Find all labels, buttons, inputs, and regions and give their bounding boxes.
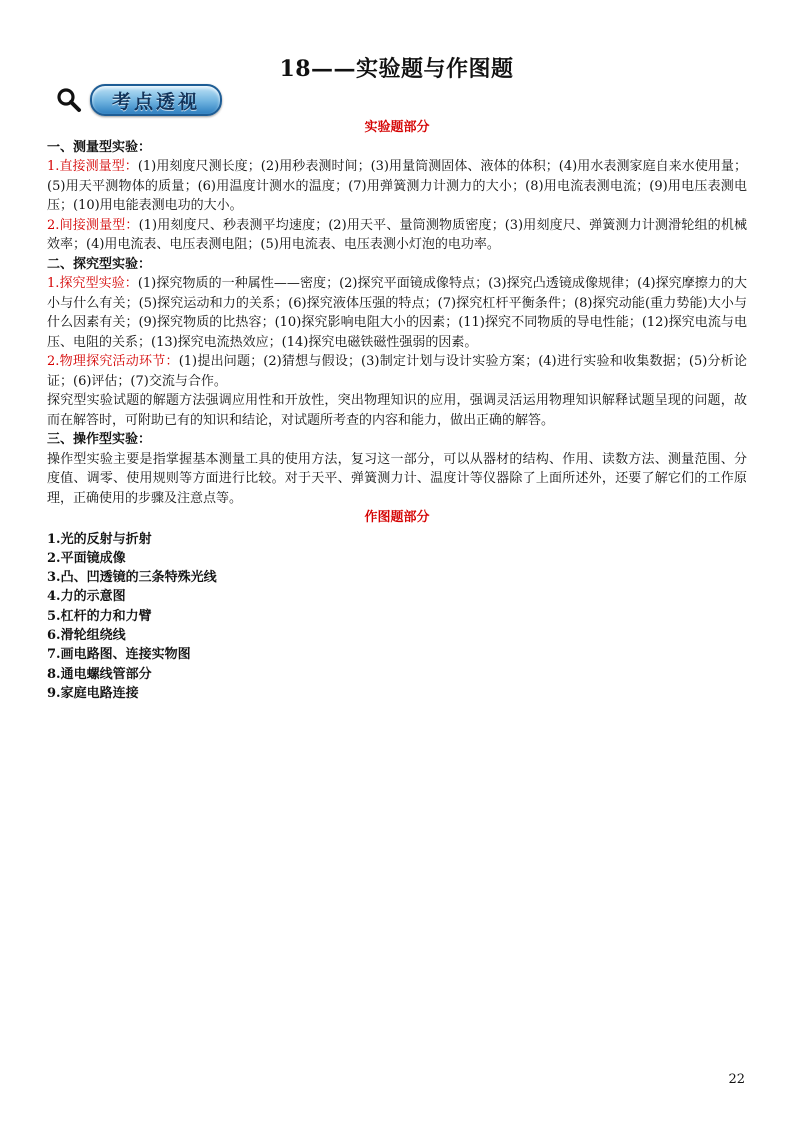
- paragraph-explore-experiments: [47, 274, 747, 352]
- section-heading-measure: 一、测量型实验：: [47, 139, 152, 155]
- page-title: 18——实验题与作图题: [279, 56, 514, 82]
- item-label: 1.探究型实验：: [47, 276, 138, 291]
- main-content: [47, 118, 747, 703]
- paragraph-indirect-measure: [47, 216, 747, 255]
- list-item: 7.画电路图、连接实物图: [47, 647, 191, 663]
- drawing-heading: 作图题部分: [364, 510, 430, 525]
- item-label: 2.物理探究活动环节：: [47, 354, 179, 369]
- list-item: 8.通电螺线管部分: [47, 666, 152, 682]
- paragraph-direct-measure: [47, 157, 747, 216]
- item-label: 2.间接测量型：: [47, 217, 139, 233]
- magnifier-icon: [56, 87, 82, 113]
- badge-label: 考点透视: [90, 84, 222, 116]
- item-text: (1)用刻度尺测长度；(2)用秒表测时间；(3)用量筒测固体、液体的体积；(4)用水表测家庭自来水使用量；(5)用天平测物体的质量；(6)用温度计测水的温度；(7)用弹簧测力计测力的大小；(8)用电流表测电流；(9)用电压表测电压；(10)用电能表测电功的大小。: [47, 159, 747, 213]
- list-item: 3.凸、凹透镜的三条特殊光线: [47, 570, 217, 586]
- experiment-heading: 实验题部分: [364, 120, 430, 135]
- item-text: (1)提出问题；(2)猜想与假设；(3)制定计划与设计实验方案；(4)进行实验和收集数据；(5)分析论证；(6)评估；(7)交流与合作。: [47, 354, 748, 389]
- topic-badge: [56, 84, 222, 116]
- item-text: (1)用刻度尺、秒表测平均速度；(2)用天平、量筒测物质密度；(3)用刻度尺、弹簧测力计测滑轮组的机械效率；(4)用电流表、电压表测电阻；(5)用电流表、电压表测小灯泡的电功率。: [47, 217, 748, 252]
- list-item: 9.家庭电路连接: [47, 685, 139, 701]
- paragraph-operate: 操作型实验主要是指掌握基本测量工具的使用方法，复习这一部分，可以从器材的结构、作用、读数方法、测量范围、分度值、调零、使用规则等方面进行比较。对于天平、弹簧测力计、温度计等仪器除了上面所述外，还要了解它们的工作原理，正确使用的步骤及注意点等。: [47, 451, 747, 506]
- list-item: 5.杠杆的力和力臂: [47, 608, 152, 624]
- item-label: 1.直接测量型：: [47, 159, 138, 174]
- list-item: 4.力的示意图: [47, 589, 126, 605]
- section-heading-operate: 三、操作型实验：: [47, 432, 152, 447]
- paragraph-explore-method: 探究型实验试题的解题方法强调应用性和开放性，突出物理知识的应用，强调灵活运用物理知识解释试题呈现的问题，故而在解答时，可附助已有的知识和结论，对试题所考查的内容和能力，做出正确的解答。: [47, 393, 747, 428]
- list-item: 2.平面镜成像: [47, 550, 126, 566]
- section-heading-explore: 二、探究型实验：: [47, 256, 152, 272]
- drawing-list: [47, 530, 747, 704]
- paragraph-explore-steps: [47, 352, 747, 391]
- list-item: 6.滑轮组绕线: [47, 627, 126, 643]
- item-text: (1)探究物质的一种属性——密度；(2)探究平面镜成像特点；(3)探究凸透镜成像规律；(4)探究摩擦力的大小与什么有关；(5)探究运动和力的关系；(6)探究液体压强的特点；(7)探究杠杆平衡条件；(8)探究动能(重力势能)大小与什么因素有关；(9)探究物质的比热容；(10)探究影响电阻大小的因素；(11)探究不同物质的导电性能；(12)探究电流与电压、电阻的关系；(13)探究电流热效应；(14)探究电磁铁磁性强弱的因素。: [47, 276, 747, 350]
- list-item: 1.光的反射与折射: [47, 531, 152, 547]
- page-number: 22: [728, 1072, 745, 1087]
